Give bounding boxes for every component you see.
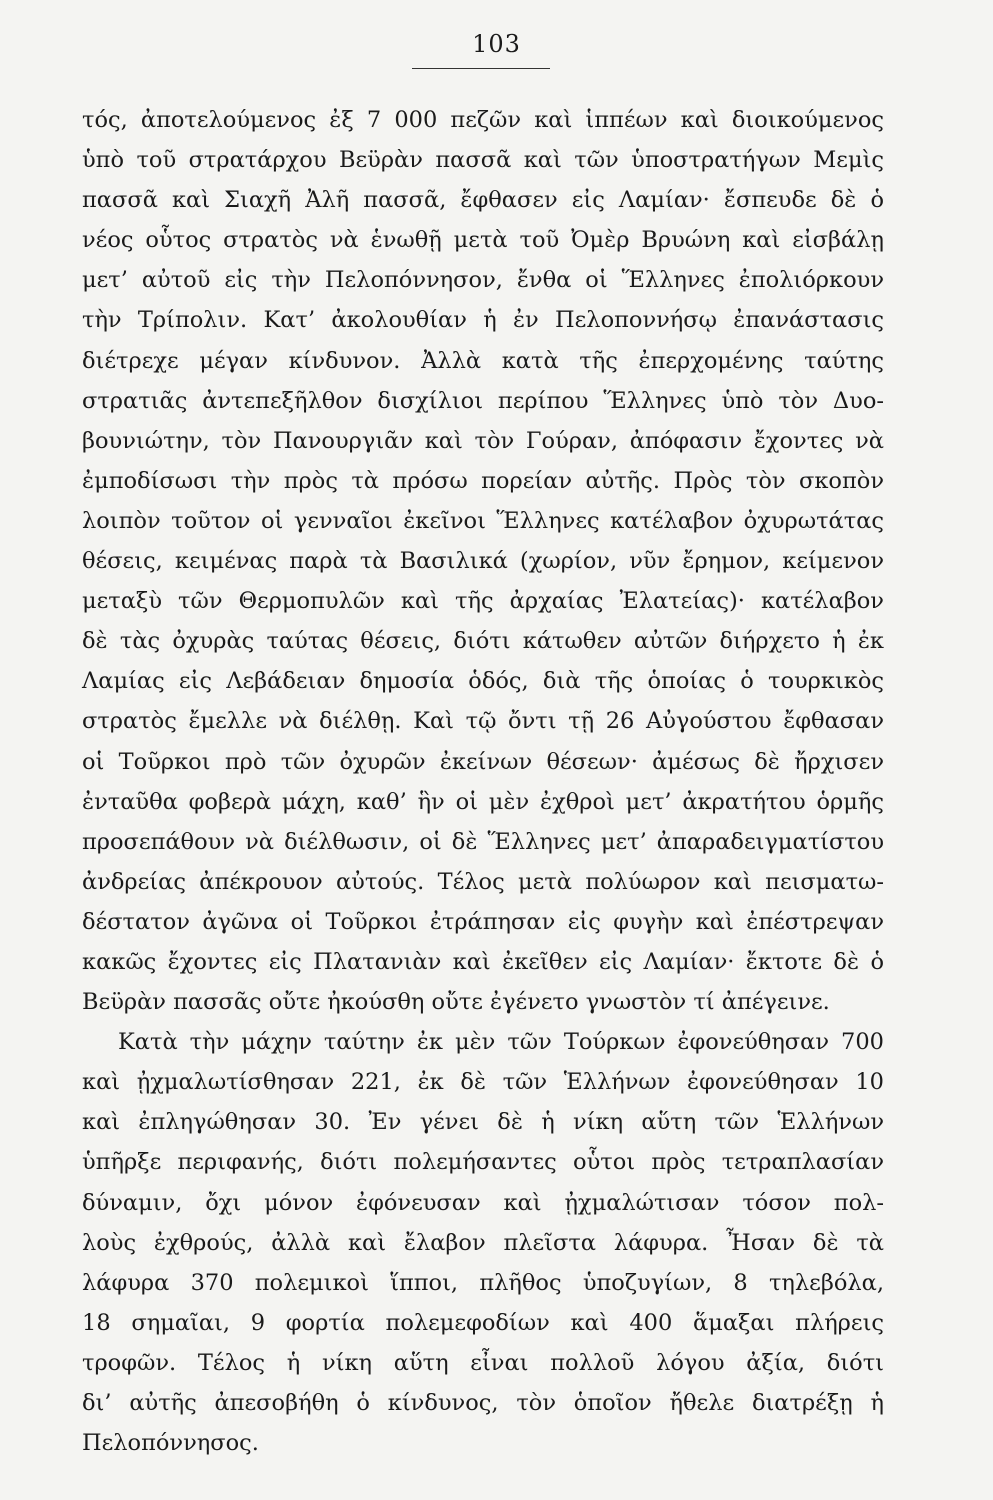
text-line: ὑπὸ τοῦ στρατάρχου Βεϋρὰν πασσᾶ καὶ τῶν ὑποστρατήγων Μεμὶς bbox=[82, 147, 884, 174]
text-line: θέσεις, κειμένας παρὰ τὰ Βασιλικά (χωρίον, νῦν ἔρημον, κείμενον bbox=[82, 548, 884, 575]
text-line: Βεϋρὰν πασσᾶς οὔτε ἠκούσθη οὔτε ἐγένετο γνωστὸν τί ἀπέγεινε. bbox=[82, 989, 830, 1016]
text-line: λοὺς ἐχθρούς, ἀλλὰ καὶ ἔλαβον πλεῖστα λάφυρα. Ἦσαν δὲ τὰ bbox=[82, 1229, 884, 1256]
text-line: ὑπῆρξε περιφανής, διότι πολεμήσαντες οὗτοι πρὸς τετραπλασίαν bbox=[82, 1149, 884, 1176]
text-line: κακῶς ἔχοντες εἰς Πλατανιὰν καὶ ἐκεῖθεν εἰς Λαμίαν· ἔκτοτε δὲ ὁ bbox=[82, 948, 884, 975]
text-line: μετ’ αὐτοῦ εἰς τὴν Πελοπόννησον, ἔνθα οἱ Ἕλληνες ἐπολιόρκουν bbox=[82, 267, 884, 294]
text-line: 18 σημαῖαι, 9 φορτία πολεμεφοδίων καὶ 400 ἅμαξαι πλήρεις bbox=[82, 1309, 884, 1336]
text-line: Λαμίας εἰς Λεβάδειαν δημοσία ὁδός, διὰ τῆς ὁποίας ὁ τουρκικὸς bbox=[82, 668, 884, 695]
text-line: τροφῶν. Τέλος ἡ νίκη αὕτη εἶναι πολλοῦ λόγου ἀξία, διότι bbox=[82, 1349, 884, 1376]
text-line: λοιπὸν τοῦτον οἱ γενναῖοι ἐκεῖνοι Ἕλληνες κατέλαβον ὀχυρωτάτας bbox=[82, 507, 884, 534]
text-line: λάφυρα 370 πολεμικοὶ ἵπποι, πλῆθος ὑποζυγίων, 8 τηλεβόλα, bbox=[82, 1269, 884, 1296]
text-line: μεταξὺ τῶν Θερμοπυλῶν καὶ τῆς ἀρχαίας Ἐλατείας)· κατέλαβον bbox=[82, 588, 884, 615]
text-line: δὲ τὰς ὀχυρὰς ταύτας θέσεις, διότι κάτωθεν αὐτῶν διήρχετο ἡ ἐκ bbox=[82, 628, 884, 655]
text-line: Πελοπόννησος. bbox=[82, 1430, 259, 1457]
text-line: ἐμποδίσωσι τὴν πρὸς τὰ πρόσω πορείαν αὐτῆς. Πρὸς τὸν σκοπὸν bbox=[82, 467, 884, 494]
text-line: καὶ ἐπληγώθησαν 30. Ἐν γένει δὲ ἡ νίκη αὕτη τῶν Ἑλλήνων bbox=[82, 1109, 884, 1136]
text-line: πασσᾶ καὶ Σιαχῆ Ἀλῆ πασσᾶ, ἔφθασεν εἰς Λαμίαν· ἔσπευδε δὲ ὁ bbox=[82, 187, 884, 214]
header-rule bbox=[412, 68, 550, 69]
paragraph-2 bbox=[82, 1022, 884, 1463]
text-line: ἐνταῦθα φοβερὰ μάχη, καθ’ ἣν οἱ μὲν ἐχθροὶ μετ’ ἀκρατήτου ὁρμῆς bbox=[82, 788, 884, 815]
text-line: προσεπάθουν νὰ διέλθωσιν, οἱ δὲ Ἕλληνες μετ’ ἀπαραδειγματίστου bbox=[82, 828, 884, 855]
text-line: δέστατον ἀγῶνα οἱ Τοῦρκοι ἐτράπησαν εἰς φυγὴν καὶ ἐπέστρεψαν bbox=[82, 908, 884, 935]
text-line: στρατιᾶς ἀντεπεξῆλθον δισχίλιοι περίπου Ἕλληνες ὑπὸ τὸν Δυο- bbox=[82, 387, 884, 414]
text-line: ἀνδρείας ἀπέκρουον αὐτούς. Τέλος μετὰ πολύωρον καὶ πεισματω- bbox=[82, 868, 884, 895]
page-number: 103 bbox=[472, 30, 521, 58]
text-line: δι’ αὐτῆς ἀπεσοβήθη ὁ κίνδυνος, τὸν ὁποῖον ἤθελε διατρέξῃ ἡ bbox=[82, 1390, 884, 1416]
body-text bbox=[82, 100, 884, 1463]
text-line: Κατὰ τὴν μάχην ταύτην ἐκ μὲν τῶν Τούρκων ἐφονεύθησαν 700 bbox=[118, 1029, 884, 1056]
text-line: καὶ ᾐχμαλωτίσθησαν 221, ἐκ δὲ τῶν Ἑλλήνων ἐφονεύθησαν 10 bbox=[82, 1069, 884, 1096]
text-line: τὴν Τρίπολιν. Κατ’ ἀκολουθίαν ἡ ἐν Πελοποννήσῳ ἐπανάστασις bbox=[82, 307, 884, 334]
paragraph-1 bbox=[82, 100, 884, 1022]
text-line: διέτρεχε μέγαν κίνδυνον. Ἀλλὰ κατὰ τῆς ἐπερχομένης ταύτης bbox=[82, 347, 884, 374]
text-line: τός, ἀποτελούμενος ἐξ 7 000 πεζῶν καὶ ἱππέων καὶ διοικούμενος bbox=[82, 107, 884, 133]
text-line: βουνιώτην, τὸν Πανουργιᾶν καὶ τὸν Γούραν, ἀπόφασιν ἔχοντες νὰ bbox=[82, 427, 884, 454]
text-line: νέος οὗτος στρατὸς νὰ ἑνωθῇ μετὰ τοῦ Ὀμὲρ Βρυώνη καὶ εἰσβάλῃ bbox=[82, 227, 884, 254]
text-line: οἱ Τοῦρκοι πρὸ τῶν ὀχυρῶν ἐκείνων θέσεων· ἀμέσως δὲ ἤρχισεν bbox=[82, 748, 884, 775]
text-line: δύναμιν, ὄχι μόνον ἐφόνευσαν καὶ ᾐχμαλώτισαν τόσον πολ- bbox=[82, 1189, 884, 1216]
text-line: στρατὸς ἔμελλε νὰ διέλθῃ. Καὶ τῷ ὄντι τῇ 26 Αὐγούστου ἔφθασαν bbox=[82, 708, 884, 735]
